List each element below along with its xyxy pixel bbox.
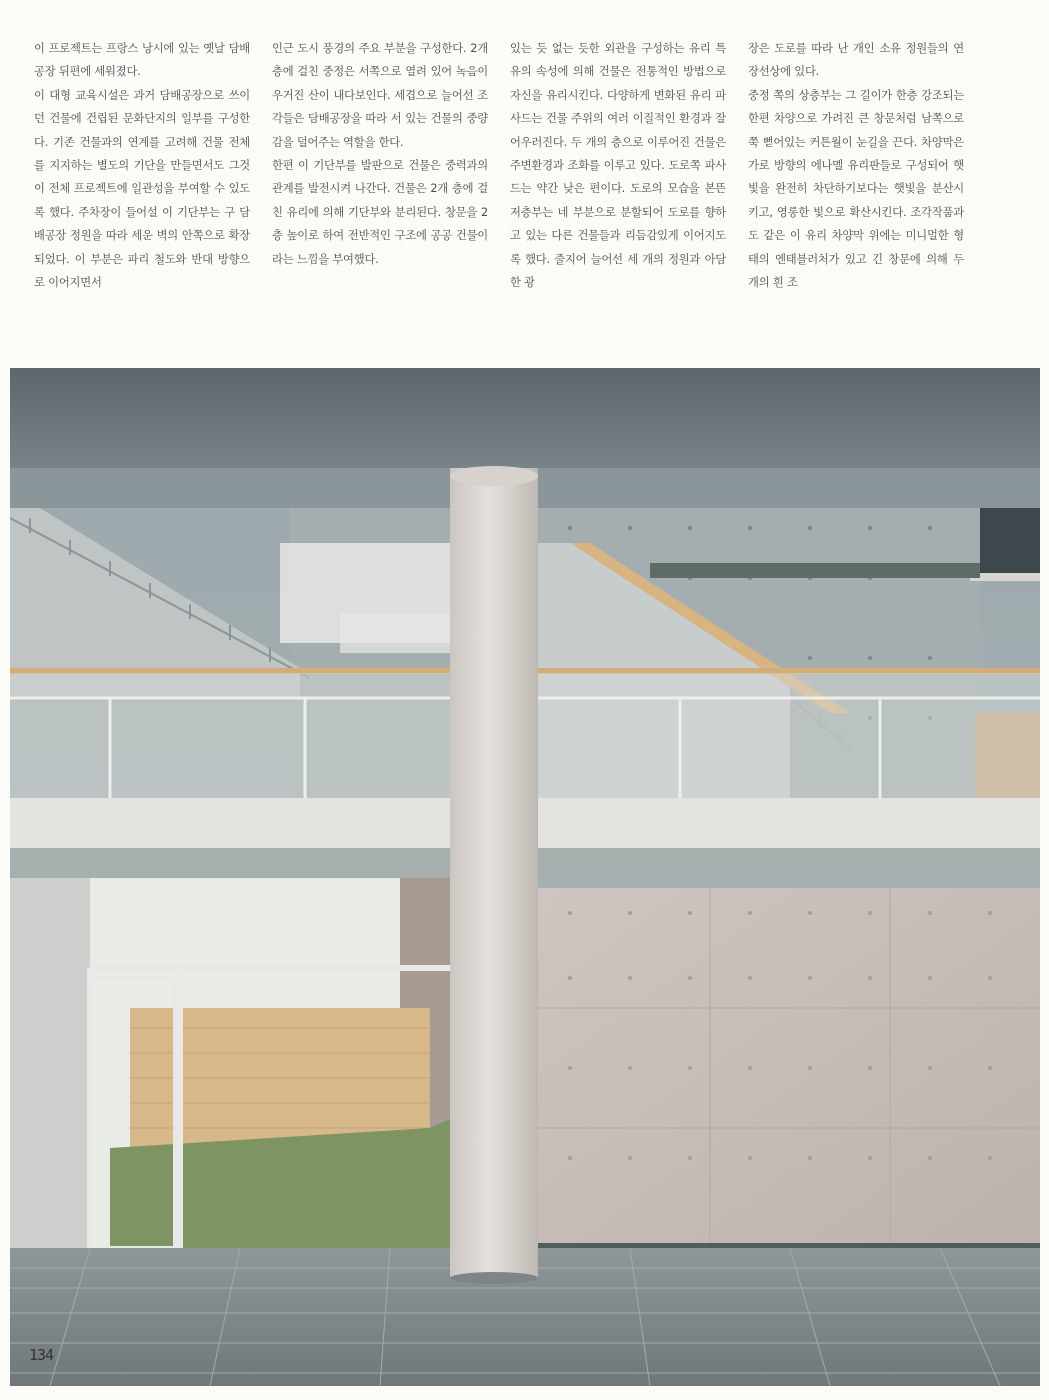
paragraph: 장은 도로를 따라 난 개인 소유 정원들의 연장선상에 있다. xyxy=(748,42,964,79)
paragraph: 한편 이 기단부를 발판으로 건물은 중력과의 관계를 발전시켜 나간다. 건물은 2개 층에 걸친 유리에 의해 기단부와 분리된다. 창문을 2층 높이로 하여 전반적인 구조에 공공 건물이라는 느낌을 부여했다. xyxy=(272,159,488,266)
paragraph: 이 대형 교육시설은 과거 담배공장으로 쓰이던 건물에 건립된 문화단지의 일부를 구성한다. 기존 건물과의 연계를 고려해 건물 전체를 지지하는 별도의 기단을 만들면서도 그것이 전체 프로젝트에 일관성을 부여할 수 있도록 했다. 주차장이 들어설 이 기단부는 구 담배공장 정원을 따라 세운 벽의 안쪽으로 확장되었다. 이 부분은 파리 철도와 반대 방향으로 이어지면서 xyxy=(34,88,250,290)
text-column-3 xyxy=(510,37,726,290)
text-column-4 xyxy=(748,37,964,290)
paragraph: 인근 도시 풍경의 주요 부분을 구성한다. 2개 층에 걸친 중정은 서쪽으로 열려 있어 녹음이 우거진 산이 내다보인다. 세겹으로 늘어선 조각들은 담배공장을 따라 서 있는 건물의 중량감을 덜어주는 역할을 한다. xyxy=(272,42,488,149)
page-number: 134 xyxy=(29,1346,54,1364)
text-column-1 xyxy=(34,37,250,290)
interior-photograph xyxy=(10,368,1040,1386)
article-text xyxy=(34,37,964,290)
paragraph: 있는 듯 없는 듯한 외관을 구성하는 유리 특유의 속성에 의해 건물은 전통적인 방법으로 자신을 유리시킨다. 다양하게 변화된 유리 파사드는 건물 주위의 여러 이질적인 환경과 잘 어우러진다. 두 개의 층으로 이루어진 건물은 주변환경과 조화를 이루고 있다. 도로쪽 파사드는 약간 낮은 편이다. 도로의 모습을 본뜬 저층부는 네 부분으로 분할되어 도로를 향하고 있는 다른 건물들과 리듬감있게 이어지도록 했다. 줄지어 늘어선 세 개의 정원과 아담한 광 xyxy=(510,42,726,290)
paragraph: 중정 쪽의 상층부는 그 길이가 한층 강조되는 한편 차양으로 가려진 큰 창문처럼 남쪽으로 쭉 뻗어있는 커튼월이 눈길을 끈다. 차양막은 가로 방향의 에나멜 유리판들로 구성되어 햇빛을 완전히 차단하기보다는 햇빛을 분산시키고, 영롱한 빛으로 확산시킨다. 조각작품과도 같은 이 유리 차양막 위에는 미니멀한 형태의 엔태블러처가 있고 긴 창문에 의해 두 개의 흰 조 xyxy=(748,88,964,290)
text-column-2 xyxy=(272,37,488,277)
paragraph: 이 프로젝트는 프랑스 낭시에 있는 옛날 담배 공장 뒤편에 세워졌다. xyxy=(34,42,250,79)
